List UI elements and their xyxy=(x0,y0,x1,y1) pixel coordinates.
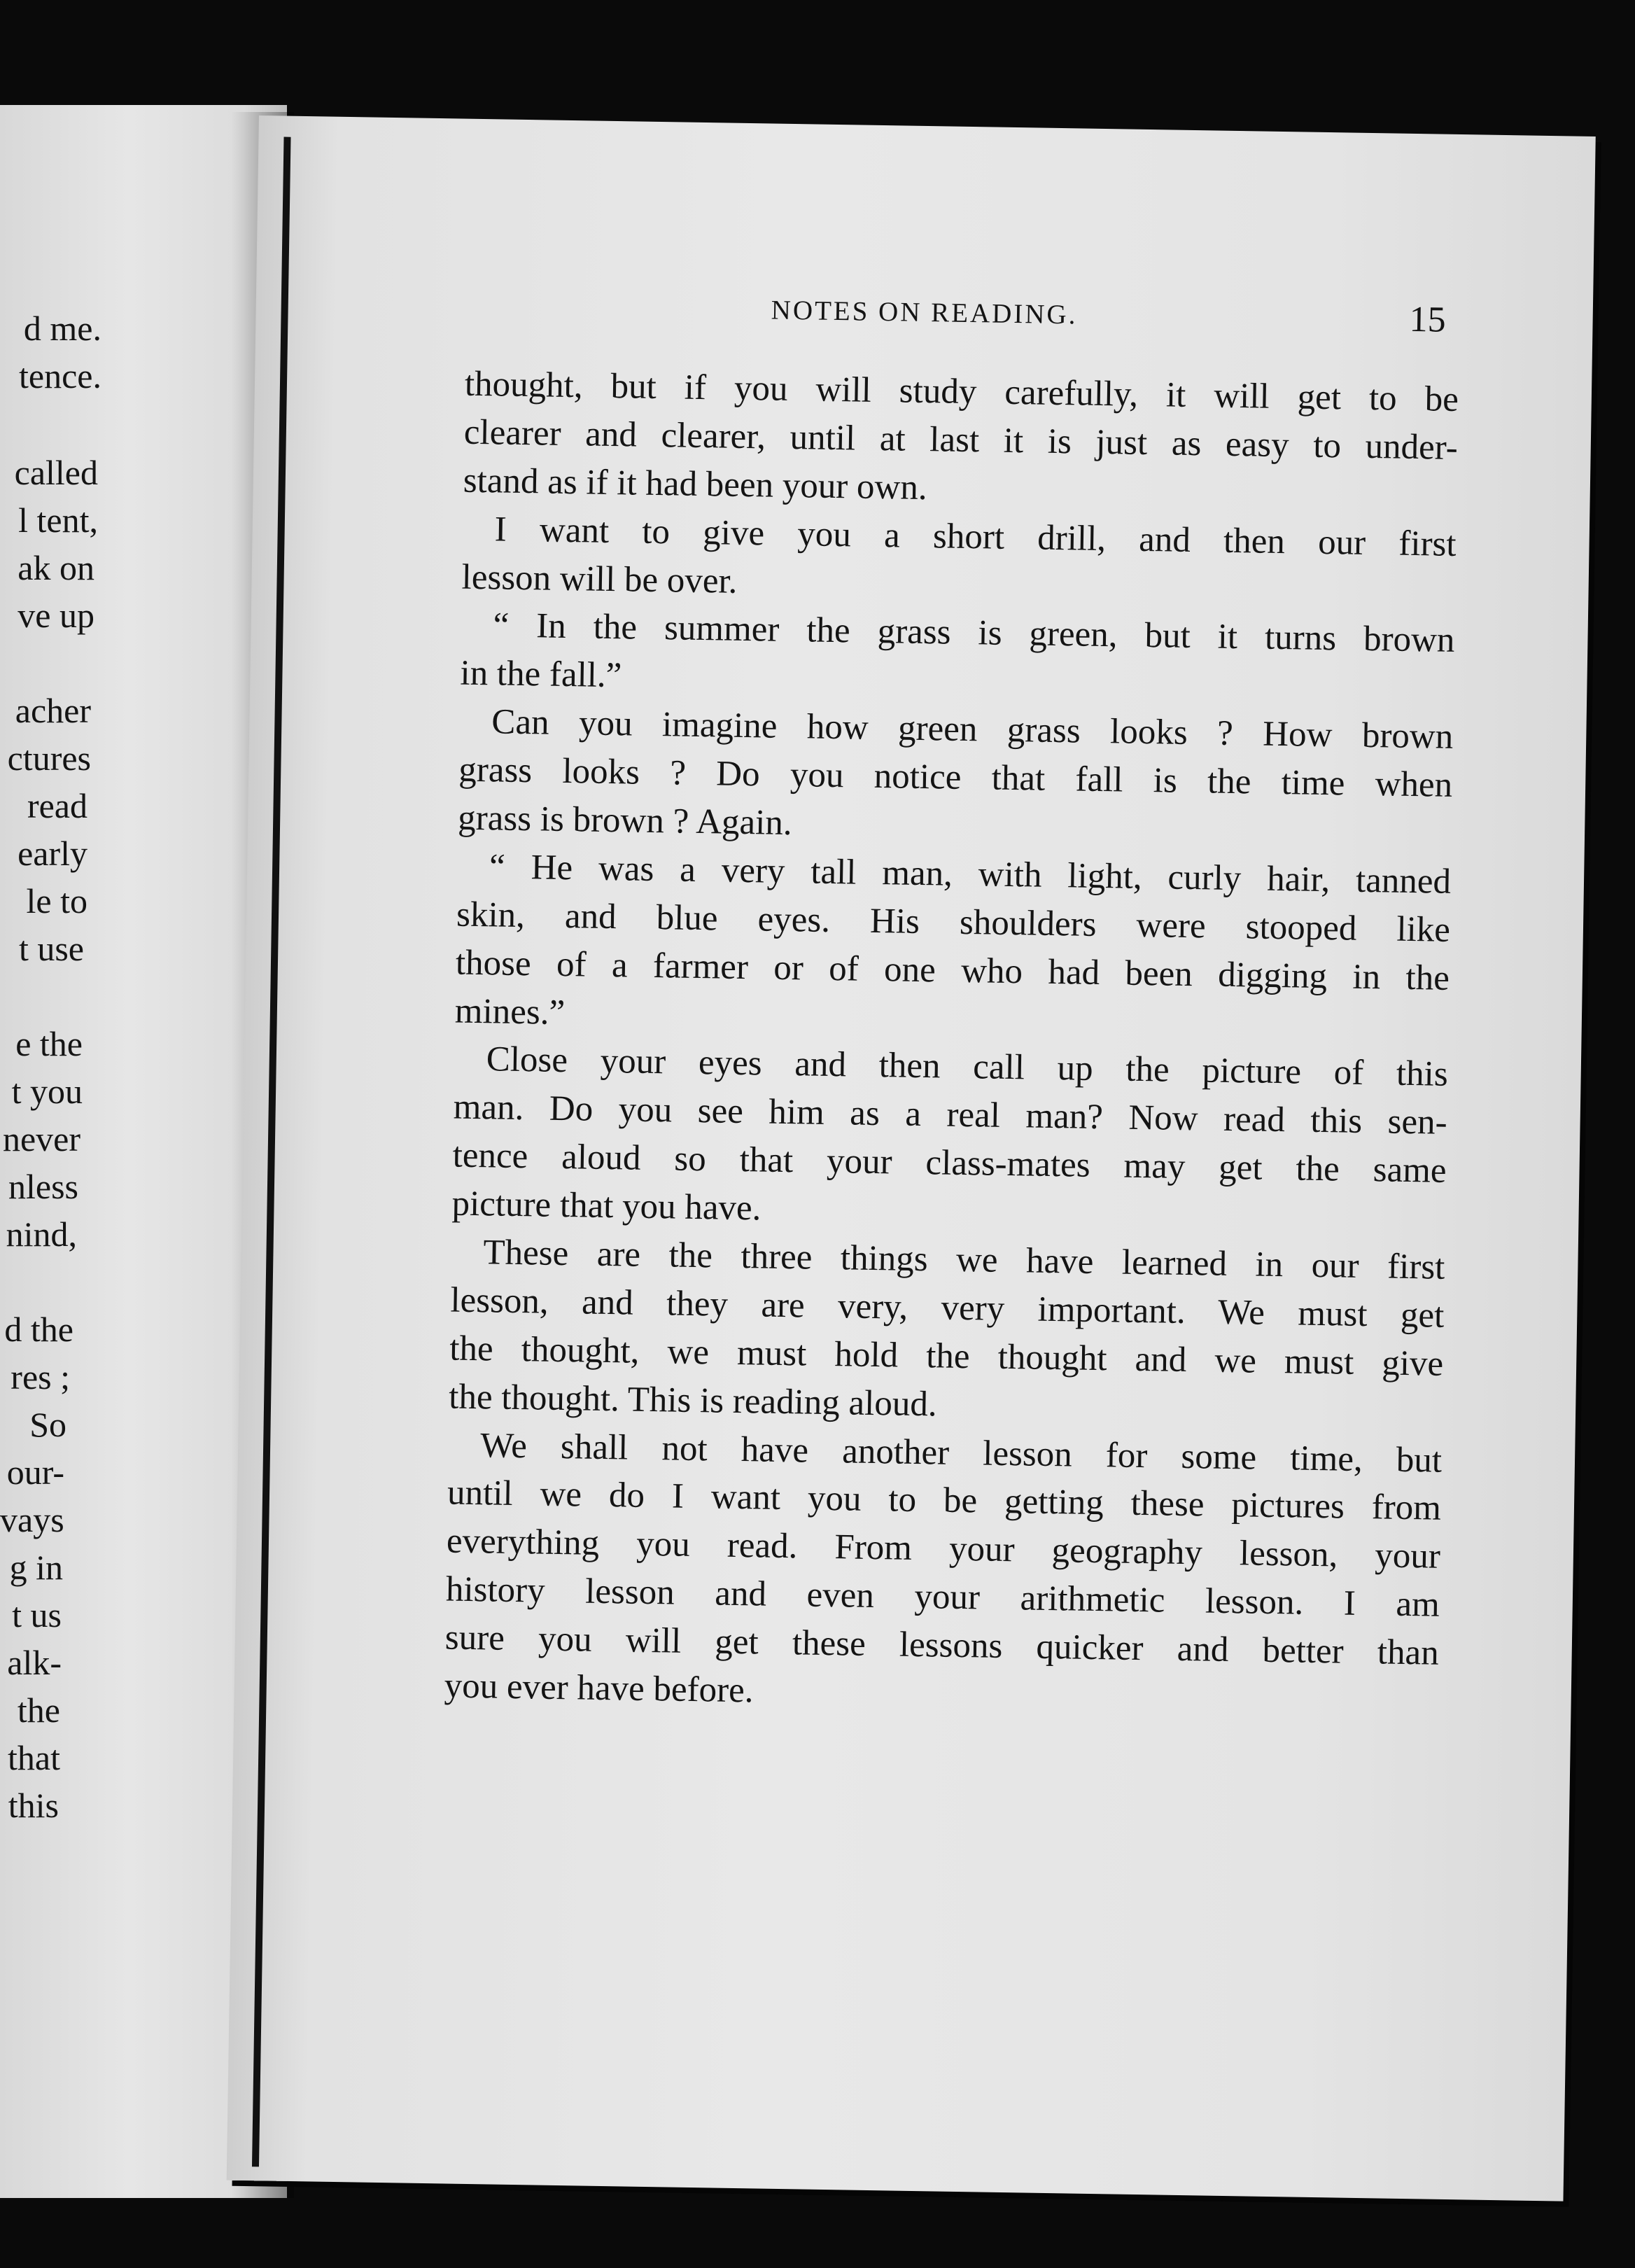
previous-page-line-fragment: So xyxy=(29,1405,66,1444)
paragraph xyxy=(460,601,1455,713)
previous-page-line-fragment: t you xyxy=(11,1072,83,1111)
previous-page-line-fragment: read xyxy=(27,786,87,825)
previous-page-line-fragment: nind, xyxy=(6,1214,77,1254)
text-line: you ever have before. xyxy=(444,1666,754,1711)
previous-page-line-fragment: called xyxy=(14,453,98,492)
paragraph xyxy=(463,360,1459,521)
page-number: 15 xyxy=(1409,299,1447,340)
text-line: the thought. This is reading aloud. xyxy=(448,1377,938,1424)
previous-page-line-fragment: early xyxy=(17,834,87,873)
previous-page-line-fragment: l tent, xyxy=(18,500,98,540)
text-line: We shall not have another lesson for some time, but xyxy=(479,1425,1443,1480)
text-line: those of a farmer or of one who had been digging in the xyxy=(455,943,1450,998)
text-line: I want to give you a short drill, and then our first xyxy=(494,510,1457,564)
paragraph xyxy=(458,698,1454,858)
text-line: clearer and clearer, until at last it is just as easy to under- xyxy=(463,412,1459,468)
paragraph xyxy=(449,1228,1445,1437)
text-line: Can you imagine how green grass looks ? How brown xyxy=(491,702,1454,757)
body-text xyxy=(444,360,1459,1726)
text-line: lesson will be over. xyxy=(461,557,738,601)
text-line: Close your eyes and then call up the picture of this xyxy=(486,1040,1449,1095)
previous-page-line-fragment: this xyxy=(8,1786,59,1825)
text-line: history lesson and even your arithmetic lesson. I am xyxy=(445,1569,1440,1625)
previous-page-line-fragment: never xyxy=(2,1119,80,1158)
text-line: stand as if it had been your own. xyxy=(463,461,928,507)
page-header xyxy=(255,286,1593,349)
text-line: everything you read. From your geography lesson, your xyxy=(446,1521,1441,1577)
previous-page-line-fragment: the xyxy=(17,1690,60,1730)
previous-page-line-fragment: vays xyxy=(0,1500,64,1539)
text-line: in the fall.” xyxy=(460,653,622,696)
text-line: These are the three things we have learned in our first xyxy=(483,1233,1445,1287)
previous-page-line-fragment: alk- xyxy=(7,1643,62,1682)
text-line: tence aloud so that your class-mates may get the same xyxy=(452,1135,1447,1191)
paragraph xyxy=(454,842,1451,1051)
previous-page-line-fragment: le to xyxy=(26,881,87,920)
previous-page-line-fragment: res ; xyxy=(10,1357,70,1396)
previous-page-line-fragment: g in xyxy=(9,1548,63,1587)
previous-page-line-fragment: that xyxy=(8,1738,60,1777)
previous-page-line-fragment: e the xyxy=(15,1024,83,1063)
previous-page-line-fragment: d me. xyxy=(23,309,101,348)
text-line: sure you will get these lessons quicker and better than xyxy=(444,1618,1440,1673)
previous-page-line-fragment: ak on xyxy=(17,548,94,587)
paragraph xyxy=(444,1421,1442,1726)
previous-page-line-fragment: ve up xyxy=(17,596,94,635)
previous-page-line-fragment: t us xyxy=(12,1595,62,1634)
text-line: “ He was a very tall man, with light, curly hair, tanned xyxy=(489,847,1452,902)
text-line: mines.” xyxy=(454,991,566,1032)
text-line: picture that you have. xyxy=(451,1184,762,1228)
text-line: until we do I want you to be getting these pictures from xyxy=(447,1473,1442,1529)
paragraph xyxy=(451,1035,1448,1244)
previous-page-line-fragment: d the xyxy=(4,1310,73,1349)
previous-page-line-fragment: ctures xyxy=(7,738,91,778)
text-line: skin, and blue eyes. His shoulders were stooped like xyxy=(456,895,1451,950)
running-head: NOTES ON READING. xyxy=(771,295,1078,330)
text-line: grass is brown ? Again. xyxy=(457,798,793,844)
text-line: the thought, we must hold the thought and we must give xyxy=(449,1329,1444,1384)
text-line: lesson, and they are very, very important. We must get xyxy=(450,1280,1445,1336)
previous-page-line-fragment: acher xyxy=(15,691,91,730)
current-page xyxy=(227,115,1596,2202)
previous-page-line-fragment: t use xyxy=(18,929,84,968)
previous-page-line-fragment: tence. xyxy=(19,356,101,396)
previous-page-line-fragment: our- xyxy=(6,1452,64,1492)
text-line: thought, but if you will study carefully, it will get to be xyxy=(464,364,1459,419)
text-line: “ In the summer the grass is green, but it turns brown xyxy=(493,606,1455,661)
paragraph xyxy=(461,505,1457,617)
text-line: man. Do you see him as a real man? Now read this sen- xyxy=(453,1087,1448,1143)
binding-edge xyxy=(252,137,291,2167)
previous-page-line-fragment: nless xyxy=(8,1167,78,1206)
text-line: grass looks ? Do you notice that fall is the time when xyxy=(458,750,1453,806)
